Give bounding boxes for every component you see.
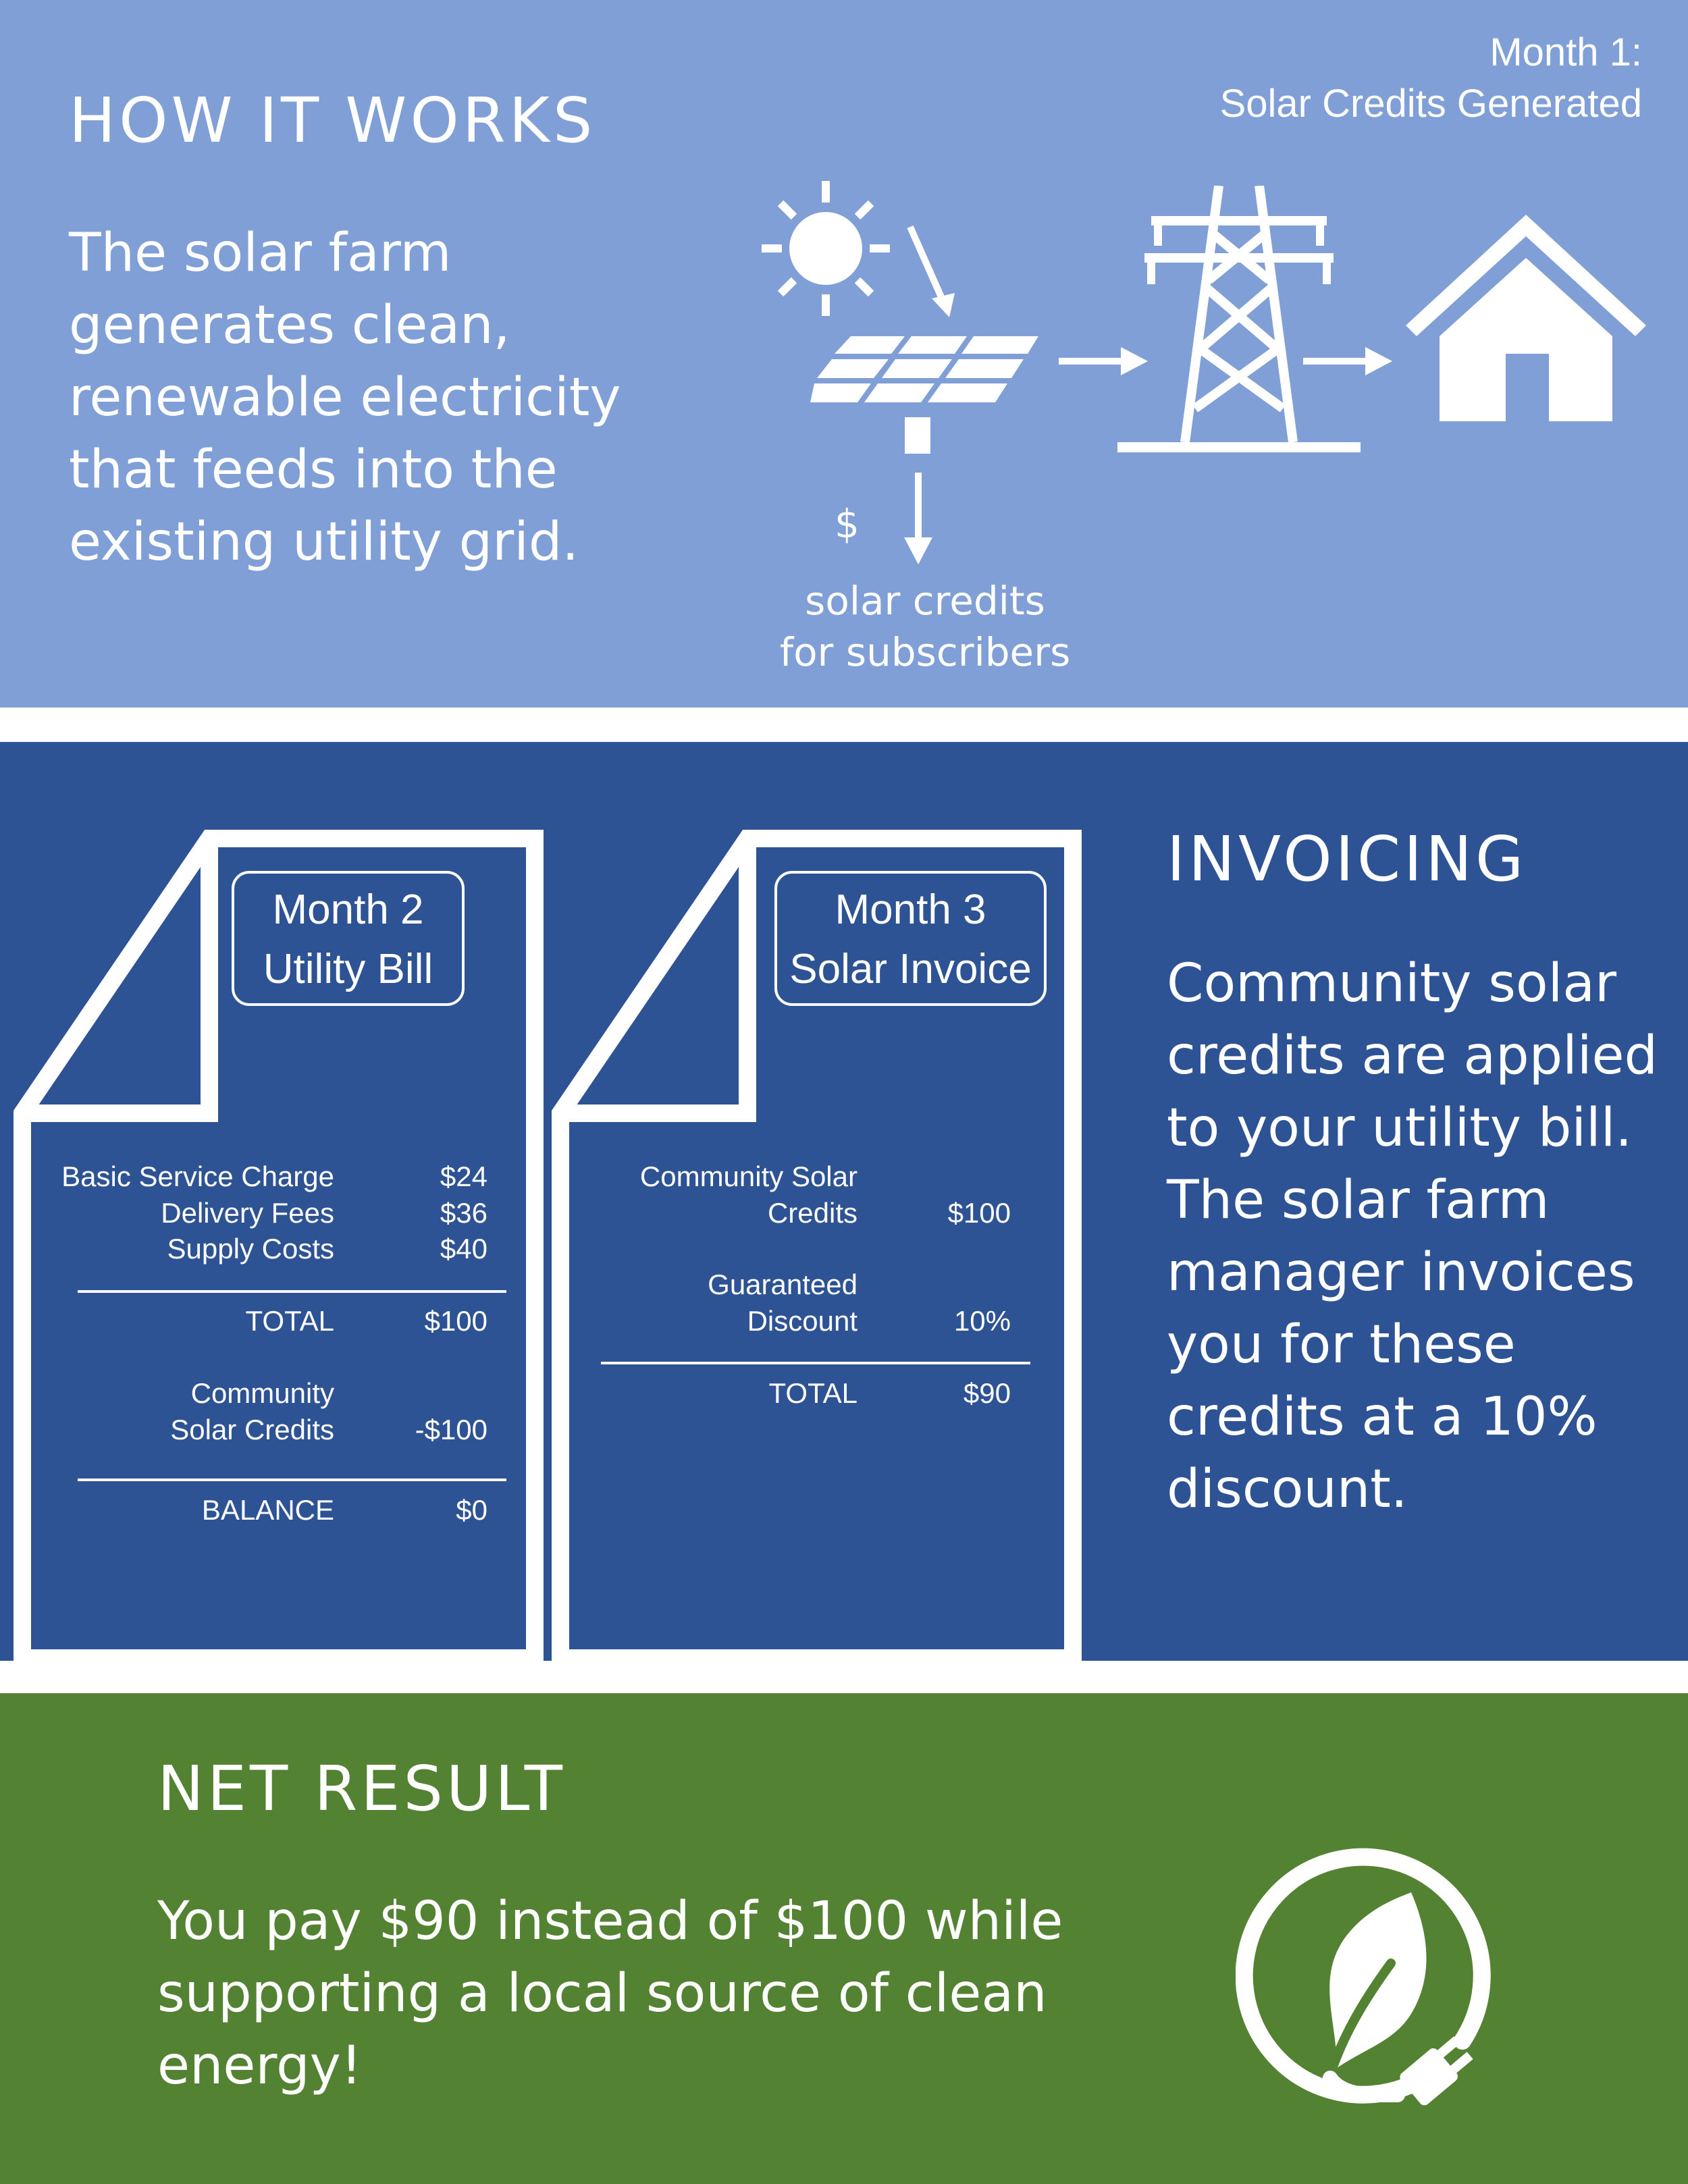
invoicing-body: Community solar credits are applied to your utility bill. The solar farm manager invoices you for these credits at a 10% discount. bbox=[1167, 953, 1658, 1520]
dollar-sign: $ bbox=[835, 501, 860, 547]
month1-label-group bbox=[1220, 27, 1642, 130]
utility-bill-heading bbox=[232, 871, 465, 1006]
how-it-works-body: The solar farm generates clean, renewable electricity that feeds into the existing utility grid. bbox=[69, 223, 621, 572]
month1-label: Month 1: bbox=[1489, 30, 1642, 74]
invoice-total-label: TOTAL bbox=[768, 1377, 858, 1409]
bill-divider bbox=[78, 1290, 506, 1293]
sunlight-arrow-icon bbox=[905, 223, 959, 317]
solar-invoice-title: Solar Invoice bbox=[789, 946, 1032, 992]
net-result-body: You pay $90 instead of $100 while supporting a local source of clean energy! bbox=[157, 1891, 1063, 2096]
bill-item-amount: $24 bbox=[440, 1161, 487, 1192]
sun-icon bbox=[762, 181, 890, 316]
bill-item-label: Supply Costs bbox=[167, 1233, 334, 1264]
net-result-title: NET RESULT bbox=[157, 1753, 566, 1825]
solar-credits-caption: solar credits for subscribers bbox=[779, 578, 1071, 675]
how-it-works-section bbox=[0, 0, 1688, 708]
bill-credits-amount: -$100 bbox=[415, 1414, 487, 1445]
utility-bill-month: Month 2 bbox=[272, 886, 424, 933]
invoicing-title: INVOICING bbox=[1167, 823, 1527, 895]
bill-divider bbox=[78, 1479, 506, 1481]
solar-panel-icon bbox=[810, 336, 1043, 458]
month1-caption: Solar Credits Generated bbox=[1219, 82, 1642, 126]
house-icon bbox=[1406, 215, 1646, 424]
bill-item-label: Basic Service Charge bbox=[61, 1161, 334, 1192]
bill-total-label: TOTAL bbox=[245, 1305, 334, 1337]
bill-credits-label: Community Solar Credits bbox=[170, 1377, 334, 1445]
invoice-discount-label: Guaranteed Discount bbox=[708, 1269, 858, 1337]
how-it-works-title: HOW IT WORKS bbox=[69, 84, 596, 157]
bill-balance-amount: $0 bbox=[456, 1494, 487, 1526]
arrow-icon bbox=[1303, 344, 1394, 378]
leaf-plug-icon bbox=[1236, 1845, 1519, 2129]
down-arrow-icon bbox=[901, 473, 935, 566]
bill-balance-label: BALANCE bbox=[201, 1494, 334, 1526]
invoice-discount-amount: 10% bbox=[953, 1305, 1011, 1337]
invoice-credits-amount: $100 bbox=[947, 1197, 1011, 1229]
invoice-total-amount: $90 bbox=[963, 1377, 1011, 1409]
transmission-tower-icon bbox=[1117, 186, 1361, 452]
utility-bill-title: Utility Bill bbox=[263, 946, 433, 992]
bill-item-amount: $36 bbox=[440, 1197, 487, 1229]
bill-item-amount: $40 bbox=[440, 1233, 487, 1264]
bill-item-label: Delivery Fees bbox=[161, 1197, 334, 1229]
invoicing-section bbox=[0, 742, 1688, 1661]
solar-invoice-month: Month 3 bbox=[835, 886, 986, 933]
invoice-credits-label: Community Solar Credits bbox=[639, 1161, 858, 1229]
bill-total-amount: $100 bbox=[424, 1305, 487, 1337]
net-result-section bbox=[0, 1693, 1688, 2184]
invoice-divider bbox=[601, 1362, 1030, 1364]
solar-invoice-heading bbox=[774, 871, 1047, 1006]
